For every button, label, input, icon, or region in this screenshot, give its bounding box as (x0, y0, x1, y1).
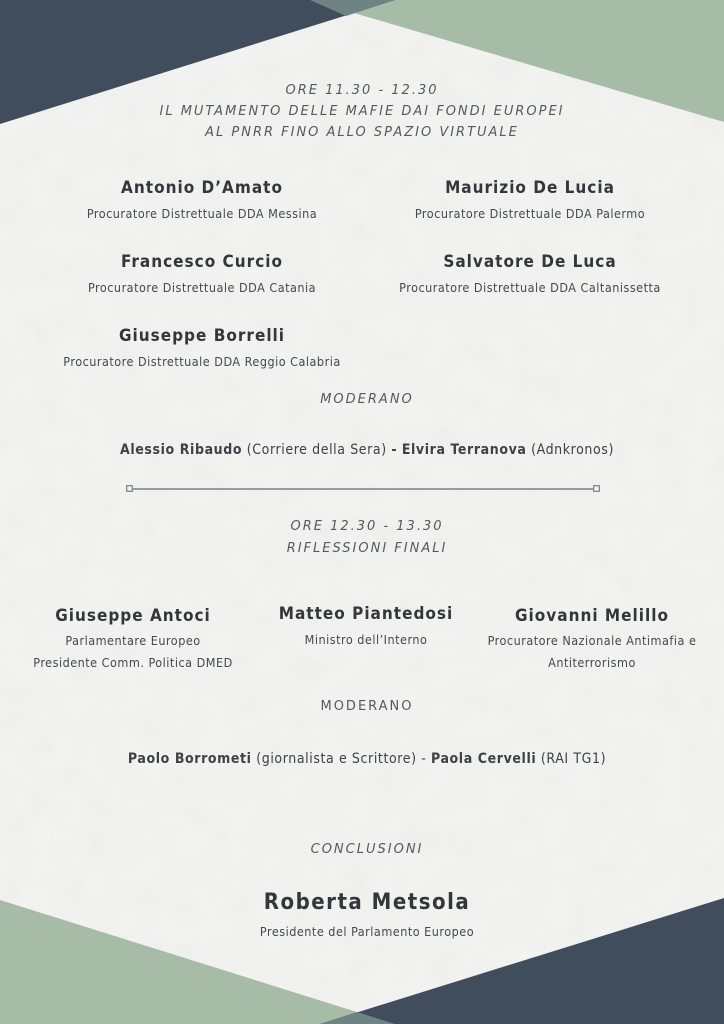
conclusions-label: CONCLUSIONI (310, 842, 424, 857)
speaker-name: Matteo Piantedosi (278, 604, 454, 624)
speaker-role: Parlamentare Europeo (65, 633, 201, 648)
conclusions-speaker-name: Roberta Metsola (263, 890, 471, 915)
session1-title-line2: AL PNRR FINO ALLO SPAZIO VIRTUALE (205, 125, 519, 140)
speaker-name: Giuseppe Borrelli (118, 326, 286, 346)
speaker-role: Procuratore Nazionale Antimafia e (487, 633, 697, 648)
speaker-role: Procuratore Distrettuale DDA Catania (87, 280, 317, 295)
session1-time: ORE 11.30 - 12.30 (285, 83, 439, 98)
speaker-name: Giuseppe Antoci (55, 606, 211, 626)
speaker-role: Procuratore Distrettuale DDA Palermo (414, 206, 646, 221)
section-divider (126, 484, 600, 494)
speaker-role: Procuratore Distrettuale DDA Messina (86, 206, 318, 221)
speaker-name: Maurizio De Lucia (445, 178, 615, 198)
session1-moderators (0, 442, 724, 458)
speaker-name: Salvatore De Luca (443, 252, 617, 272)
speaker-role: Procuratore Distrettuale DDA Caltanissetta (399, 280, 661, 295)
moderator-separator: - (421, 751, 427, 767)
moderator-separator: - (391, 442, 398, 458)
conclusions-speaker-role: Presidente del Parlamento Europeo (259, 924, 475, 939)
moderator-name: Paola Cervelli (431, 751, 537, 767)
moderator-name: Elvira Terranova (401, 442, 527, 458)
moderator-outlet: (giornalista e Scrittore) (256, 751, 417, 767)
session1-title-line1: IL MUTAMENTO DELLE MAFIE DAI FONDI EUROPEI (159, 104, 565, 119)
moderator-outlet: (Corriere della Sera) (246, 442, 387, 458)
session2-time: ORE 12.30 - 13.30 (290, 519, 444, 534)
speaker-role: Presidente Comm. Politica DMED (33, 655, 233, 670)
moderator-outlet: (Adnkronos) (531, 442, 614, 458)
session2-moderators (0, 751, 724, 767)
session1-moderano-label: MODERANO (320, 392, 414, 407)
moderator-outlet: (RAI TG1) (540, 751, 607, 767)
moderator-name: Paolo Borrometi (127, 751, 252, 767)
session2-moderano-label: MODERANO (320, 699, 414, 714)
speaker-name: Francesco Curcio (120, 252, 284, 272)
moderator-name: Alessio Ribaudo (120, 442, 243, 458)
speaker-role: Ministro dell’Interno (304, 632, 428, 647)
speaker-role: Antiterrorismo (548, 655, 636, 670)
session2-title: RIFLESSIONI FINALI (286, 541, 448, 556)
speaker-name: Giovanni Melillo (515, 606, 669, 626)
speaker-name: Antonio D’Amato (121, 178, 283, 198)
speaker-role: Procuratore Distrettuale DDA Reggio Calabria (63, 354, 341, 369)
